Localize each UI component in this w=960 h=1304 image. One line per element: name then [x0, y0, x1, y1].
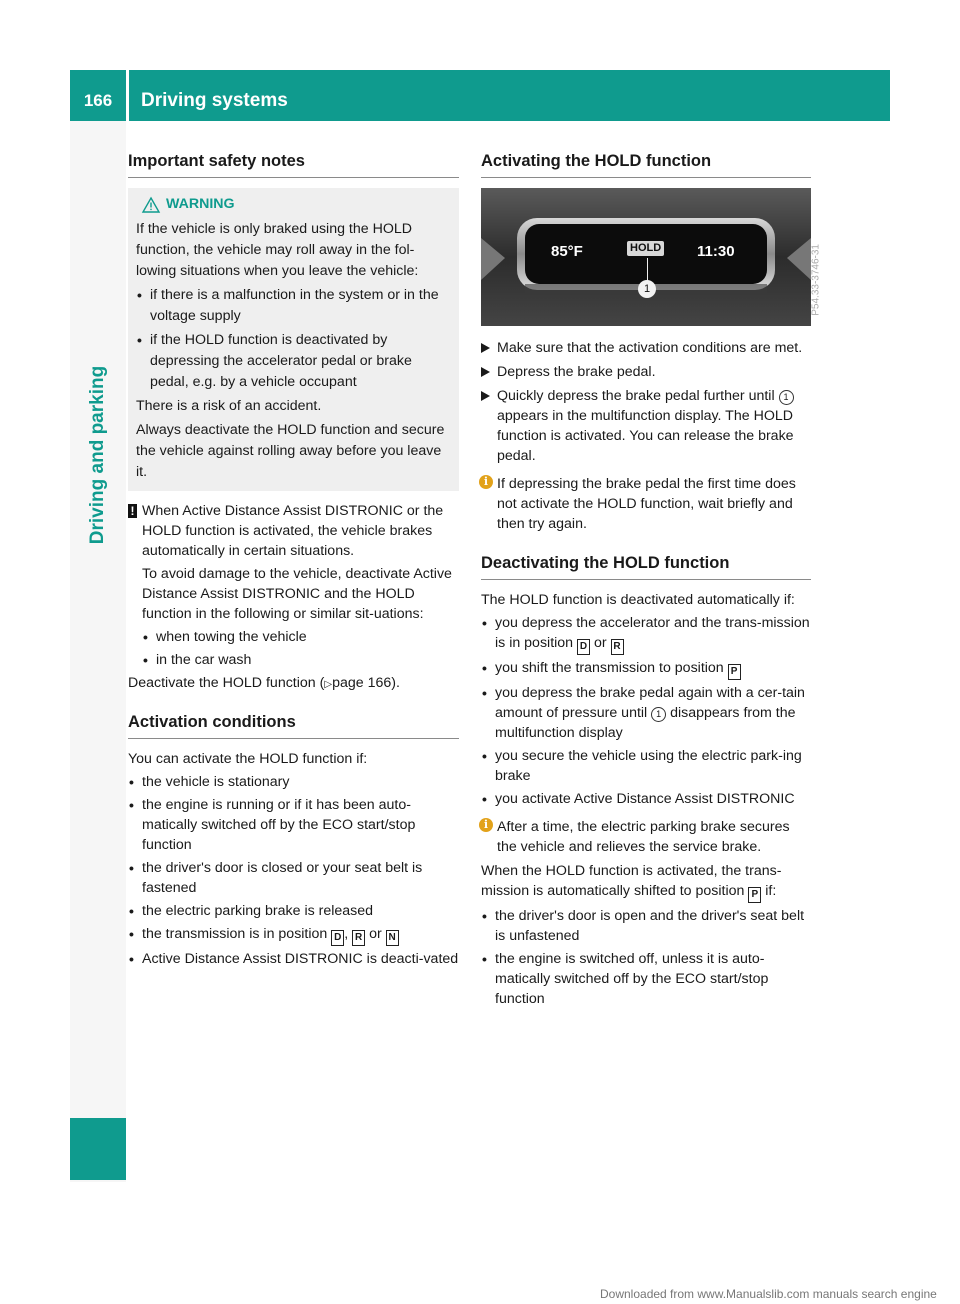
list-item: • the driver's door is open and the driver's seat belt is unfastened — [481, 906, 811, 946]
warning-triangle-icon — [142, 197, 160, 213]
side-strip — [70, 121, 126, 1182]
header-separator — [126, 70, 129, 121]
section-label: Driving and parking — [87, 365, 108, 545]
callout-1-icon: 1 — [651, 707, 666, 722]
info-icon: i — [479, 818, 493, 832]
step-arrow-icon — [481, 343, 490, 353]
warning-bullets — [136, 285, 451, 393]
list-item: • the engine is switched off, unless it is auto-matically switched off by the ECO start/stop function — [481, 949, 811, 1009]
ref-text-pre: Deactivate the HOLD function ( — [128, 675, 325, 691]
deactivating-bullets — [481, 613, 811, 809]
info-icon: i — [479, 475, 493, 489]
step-text: Depress the brake pedal. — [497, 364, 656, 380]
callout-line — [647, 258, 648, 282]
display-time: 11:30 — [697, 243, 735, 260]
gear-n-icon: N — [386, 930, 399, 946]
safety-heading: Important safety notes — [128, 148, 459, 178]
list-item — [481, 613, 811, 655]
gear-r-icon: R — [611, 639, 624, 655]
page-number: 166 — [83, 91, 113, 110]
side-tab — [70, 1118, 126, 1180]
risk-text: There is a risk of an accident. — [136, 398, 322, 414]
display-hold-indicator: HOLD — [627, 241, 664, 256]
page-ref-arrow-icon: ▷ — [324, 679, 333, 690]
activating-heading: Activating the HOLD function — [481, 148, 811, 178]
activation-conditions-heading: Activation conditions — [128, 709, 459, 739]
list-item: • when towing the vehicle — [142, 627, 459, 647]
figure-code: P54.33-3746-31 — [811, 244, 822, 316]
list-item: • the driver's door is closed or your seat belt is fastened — [128, 858, 459, 898]
item-text: you depress the accelerator and the trans-mission is in position — [495, 615, 810, 651]
gear-d-icon: D — [331, 930, 344, 946]
damage-note — [128, 501, 459, 670]
item-text: you depress the brake pedal again with a cer-tain amount of pressure until — [495, 685, 805, 721]
exclamation-icon: ! — [128, 504, 137, 518]
step-item — [481, 362, 811, 382]
list-item: • the engine is running or if it has been auto-matically switched off by the ECO start/stop function — [128, 795, 459, 855]
item-text: disappears from the multifunction display — [495, 705, 796, 741]
warning-intro: If the vehicle is only braked using the HOLD function, the vehicle may roll away in the fol-lowing situations when you leave the vehicle: — [136, 221, 419, 279]
step-text: Quickly depress the brake pedal further until — [497, 388, 779, 404]
shift-bullets — [481, 906, 811, 1009]
activation-bullets — [128, 772, 459, 969]
gear-p-icon: P — [748, 887, 761, 903]
list-item: • Active Distance Assist DISTRONIC is deacti-vated — [128, 949, 459, 969]
gear-r-icon: R — [352, 930, 365, 946]
info-text: If depressing the brake pedal the first time does not activate the HOLD function, wait briefly and then try again. — [497, 476, 796, 532]
deactivating-heading: Deactivating the HOLD function — [481, 550, 811, 580]
display-illustration — [481, 188, 811, 326]
gear-p-icon: P — [728, 664, 741, 680]
list-item: • the vehicle is stationary — [128, 772, 459, 792]
info-note — [481, 474, 811, 534]
display-temperature: 85°F — [551, 243, 583, 260]
item-text: or — [590, 635, 611, 651]
callout-1-icon: 1 — [779, 390, 794, 405]
activation-intro: You can activate the HOLD function if: — [128, 751, 368, 767]
note-text: When Active Distance Assist DISTRONIC or the HOLD function is activated, the vehicle brakes automatically in certain situations. — [142, 503, 444, 559]
footer-source: Downloaded from www.Manualslib.com manuals search engine — [600, 1287, 937, 1301]
chapter-title: Driving systems — [141, 90, 288, 111]
list-item: • the electric parking brake is released — [128, 901, 459, 921]
callout-marker: 1 — [638, 280, 656, 298]
item-text: , — [344, 926, 353, 942]
step-item — [481, 338, 811, 358]
step-text: appears in the multifunction display. The HOLD function is activated. You can release the brake pedal. — [497, 408, 794, 464]
list-item — [481, 683, 811, 743]
shift-text-post: if: — [761, 883, 777, 899]
list-item: • in the car wash — [142, 650, 459, 670]
list-item — [481, 658, 811, 680]
info-note — [481, 817, 811, 857]
step-arrow-icon — [481, 391, 490, 401]
page-ref-link[interactable]: page 166 — [332, 675, 392, 691]
shift-text-pre: When the HOLD function is activated, the trans-mission is automatically shifted to position — [481, 863, 782, 899]
advice-text: Always deactivate the HOLD function and secure the vehicle against rolling away before you leave it. — [136, 422, 445, 480]
item-text: the transmission is in position — [142, 926, 332, 942]
step-item — [481, 386, 811, 466]
list-item: • if there is a malfunction in the system or in the voltage supply — [136, 285, 451, 327]
gear-d-icon: D — [577, 639, 590, 655]
list-item — [128, 924, 459, 946]
multifunction-display-figure — [481, 188, 822, 326]
list-item: • you secure the vehicle using the electric park-ing brake — [481, 746, 811, 786]
step-text: Make sure that the activation conditions are met. — [497, 340, 803, 356]
item-text: you shift the transmission to position — [495, 660, 728, 676]
left-column — [128, 148, 459, 972]
deactivate-reference — [128, 673, 459, 695]
list-item: • if the HOLD function is deactivated by depressing the accelerator pedal or brake pedal, e.g. by a vehicle occupant — [136, 330, 451, 393]
ref-text-post: ). — [391, 675, 400, 691]
warning-header — [142, 194, 451, 215]
item-text: or — [365, 926, 386, 942]
warning-box — [128, 188, 459, 491]
list-item: • you activate Active Distance Assist DISTRONIC — [481, 789, 811, 809]
right-column — [481, 148, 822, 1012]
info-text: After a time, the electric parking brake secures the vehicle and relieves the service brake. — [497, 819, 790, 855]
note-bullets — [142, 627, 459, 670]
deactivating-intro: The HOLD function is deactivated automatically if: — [481, 592, 795, 608]
step-arrow-icon — [481, 367, 490, 377]
shift-text — [481, 861, 811, 903]
note-avoid-text: To avoid damage to the vehicle, deactivate Active Distance Assist DISTRONIC and the HOLD function in the following or similar sit-uations: — [142, 566, 452, 622]
warning-label: WARNING — [166, 196, 235, 212]
